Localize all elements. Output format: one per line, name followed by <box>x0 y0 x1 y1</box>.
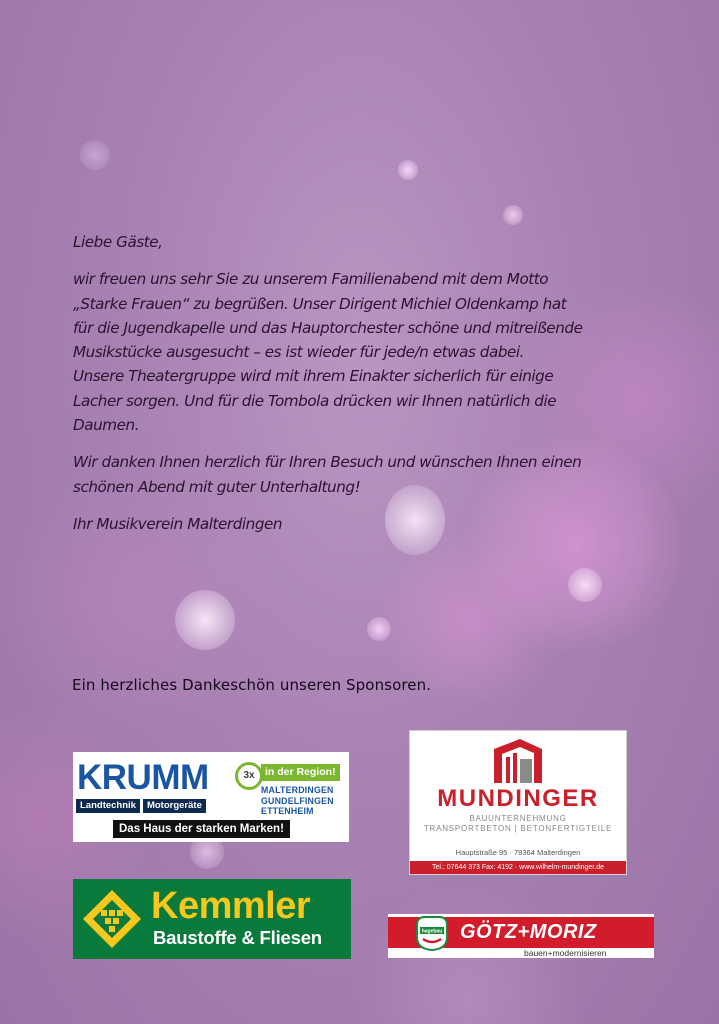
kemmler-emblem-icon <box>81 888 143 950</box>
mundinger-address: Hauptstraße 95 · 79364 Malterdingen <box>455 848 581 857</box>
krumm-slogan: Das Haus der starken Marken! <box>113 820 290 838</box>
krumm-town: MALTERDINGEN <box>261 785 334 795</box>
krumm-tags <box>76 799 206 813</box>
bokeh-light <box>503 205 523 225</box>
krumm-town: ETTENHEIM <box>261 806 314 816</box>
krumm-town: GUNDELFINGEN <box>261 795 334 806</box>
goetz-moriz-tagline: bauen+modernisieren <box>524 948 607 958</box>
krumm-wordmark: KRUMM <box>77 758 209 797</box>
letter-thanks <box>73 450 643 499</box>
letter-line: für die Jugendkapelle und das Hauptorchester schöne und mitreißende <box>73 318 583 337</box>
letter-greeting: Liebe Gäste, <box>73 233 163 251</box>
hagebau-badge-icon <box>415 915 449 951</box>
mundinger-subtitle: BAUUNTERNEHMUNG <box>469 814 567 823</box>
hagebau-badge-text: hagebau <box>421 928 443 935</box>
building-icon <box>490 737 546 783</box>
kemmler-subtitle: Baustoffe & Fliesen <box>153 927 322 948</box>
bokeh-light <box>175 590 235 650</box>
krumm-region-label: in der Region! <box>261 764 340 781</box>
goetz-moriz-wordmark: GÖTZ+MORIZ <box>460 921 597 943</box>
letter-line: Unsere Theatergruppe wird mit ihrem Einakter sicherlich für einige <box>73 367 554 386</box>
welcome-letter <box>73 230 643 536</box>
letter-signature: Ihr Musikverein Malterdingen <box>73 514 283 533</box>
krumm-logo <box>73 752 349 842</box>
letter-line: Daumen. <box>73 416 140 435</box>
mundinger-wordmark: MUNDINGER <box>437 785 599 812</box>
letter-line: wir freuen uns sehr Sie zu unserem Familienabend mit dem Motto <box>73 270 549 289</box>
letter-line: Lacher sorgen. Und für die Tombola drücken wir Ihnen natürlich die <box>73 391 557 410</box>
letter-line: Musikstücke ausgesucht – es ist wieder für jede/n etwas dabei. <box>73 343 525 362</box>
letter-line: schönen Abend mit guter Unterhaltung! <box>73 477 361 496</box>
kemmler-logo <box>73 879 351 959</box>
krumm-tag-landtechnik: Landtechnik <box>76 799 140 813</box>
location-pin-icon: 3x <box>235 762 263 790</box>
mundinger-logo <box>409 730 627 875</box>
krumm-towns <box>261 785 347 817</box>
letter-body <box>73 267 643 437</box>
bokeh-light <box>80 140 110 170</box>
kemmler-wordmark: Kemmler <box>151 885 311 927</box>
letter-line: „Starke Frauen“ zu begrüßen. Unser Dirigent Michiel Oldenkamp hat <box>73 294 567 313</box>
krumm-tag-motorgeraete: Motorgeräte <box>143 799 206 813</box>
sponsors-heading: Ein herzliches Dankeschön unseren Sponsoren. <box>72 676 432 694</box>
bokeh-light <box>398 160 418 180</box>
mundinger-contact: Tel.: 07644 373 Fax: 4192 · www.wilhelm-mundinger.de <box>410 861 626 874</box>
bokeh-light <box>568 568 602 602</box>
goetz-moriz-logo <box>388 914 654 958</box>
bokeh-light <box>367 617 391 641</box>
letter-line: Wir danken Ihnen herzlich für Ihren Besuch und wünschen Ihnen einen <box>73 453 582 472</box>
mundinger-services: TRANSPORTBETON | BETONFERTIGTEILE <box>423 824 613 833</box>
